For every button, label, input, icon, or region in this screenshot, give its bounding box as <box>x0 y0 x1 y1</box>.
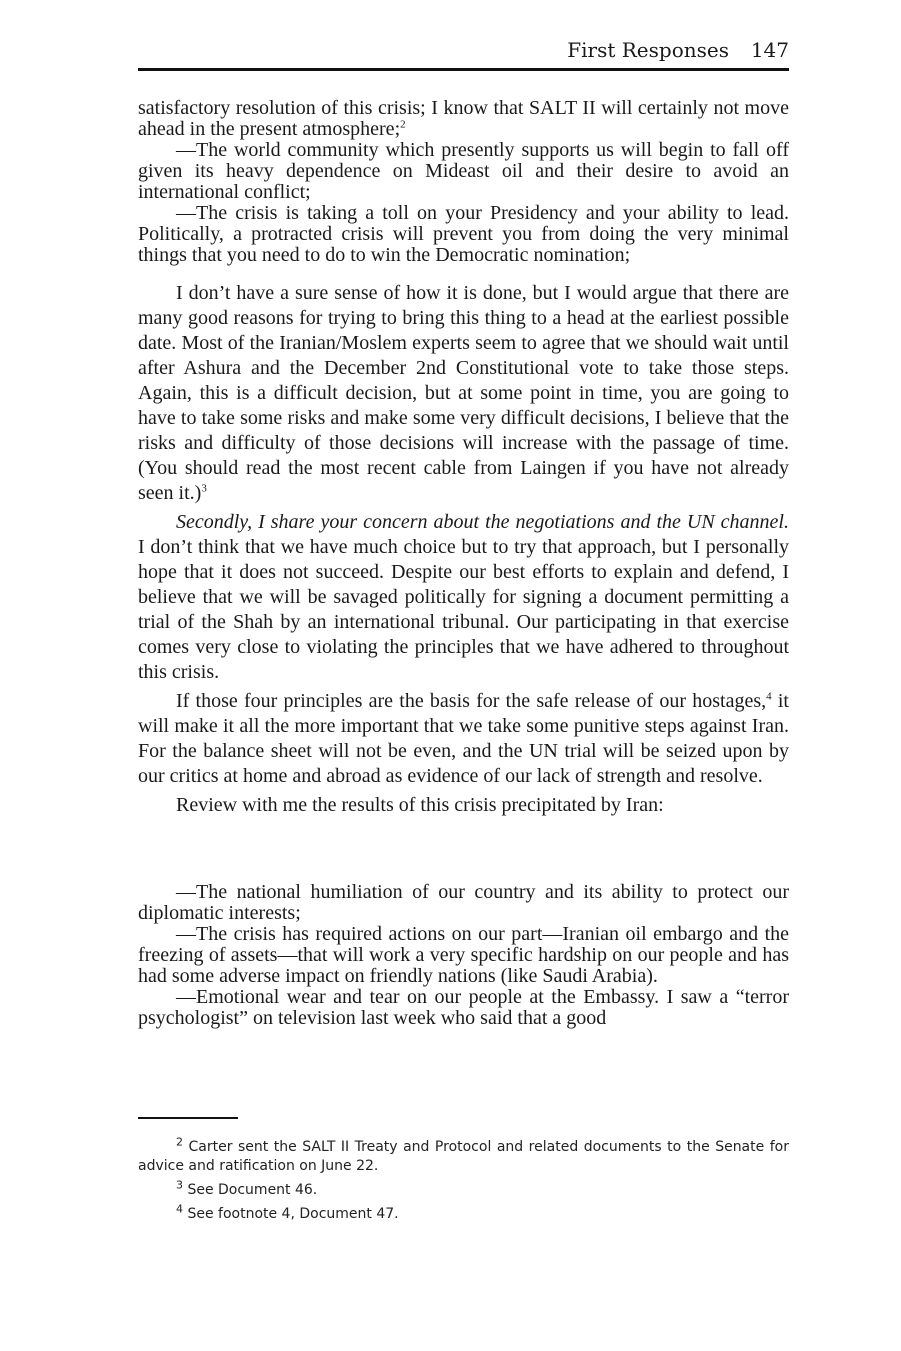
quote-paragraph: —The crisis is taking a toll on your Presidency and your ability to lead. Politically, a protracted crisis will prevent you from doing the very minimal things that you need to do to win the Democratic nomination; <box>138 202 789 266</box>
footnote: $^4$ See footnote 4, Document 47. <box>176 1202 399 1222</box>
body-paragraph: I don’t have a sure sense of how it is done, but I would argue that there are many good reasons for trying to bring this thing to a head at the earliest possible date. Most of the Iranian/Moslem experts seem to agree that we should wait until after Ashura and the December 2nd Constitutional vote to take those steps. Again, this is a difficult decision, but at some point in time, you are going to have to take some risks and make some very difficult decisions, I believe that the risks and difficulty of those decisions will increase with the passage of time. (You should read the most recent cable from Laingen if you have not already seen it.)$^3$ <box>138 282 789 504</box>
quoted-list-bottom <box>138 882 789 1029</box>
footnote-rule <box>138 1117 238 1119</box>
body-paragraph: Review with me the results of this crisis precipitated by Iran: <box>176 794 664 816</box>
body-paragraph: If those four principles are the basis for the safe release of our hostages,$^4$ it will make it all the more important that we take some punitive steps against Iran. For the balance sheet will not be even, and the UN trial will be seized upon by our critics at home and abroad as evidence of our lack of strength and resolve. <box>138 690 789 787</box>
footnote: $^3$ See Document 46. <box>176 1178 318 1198</box>
quote-paragraph: —The world community which presently supports us will begin to fall off given its heavy dependence on Mideast oil and their desire to avoid an international conflict; <box>138 139 789 203</box>
page-number: 147 <box>750 38 789 62</box>
body-paragraph: Secondly, I share your concern about the negotiations and the UN channel. I don’t think that we have much choice but to try that approach, but I personally hope that it does not succeed. Despite our best efforts to explain and defend, I believe that we will be savaged politically for signing a document permitting a trial of the Shah by an international tribunal. Our participating in that exercise comes very close to violating the principles that we have adhered to throughout this crisis. <box>138 511 789 683</box>
quote-paragraph: —Emotional wear and tear on our people at the Embassy. I saw a “terror psychologist” on television last week who said that a good <box>138 986 789 1029</box>
running-title: First Responses <box>567 38 729 62</box>
body-text <box>138 281 789 818</box>
quote-paragraph: —The national humiliation of our country and its ability to protect our diplomatic interests; <box>138 881 789 924</box>
quote-paragraph: —The crisis has required actions on our part—Iranian oil embargo and the freezing of assets—that will work a very specific hardship on our people and has had some adverse impact on friendly nations (like Saudi Arabia). <box>138 923 789 987</box>
footnotes <box>138 1135 789 1229</box>
footnote-ref: 2 <box>400 118 406 131</box>
italic-lead: Secondly, I share your concern about the negotiations and the UN channel. <box>176 511 789 533</box>
footnote-ref: 4 <box>766 690 772 703</box>
running-header <box>138 36 789 71</box>
footnote-ref: 3 <box>201 482 207 495</box>
footnote: $^2$ Carter sent the SALT II Treaty and Protocol and related documents to the Senate for advice and ratification on June 22. <box>138 1135 789 1174</box>
quoted-list-top <box>138 98 789 266</box>
quote-paragraph: satisfactory resolution of this crisis; I know that SALT II will certainly not move ahead in the present atmosphere;$^2$ <box>138 97 789 140</box>
